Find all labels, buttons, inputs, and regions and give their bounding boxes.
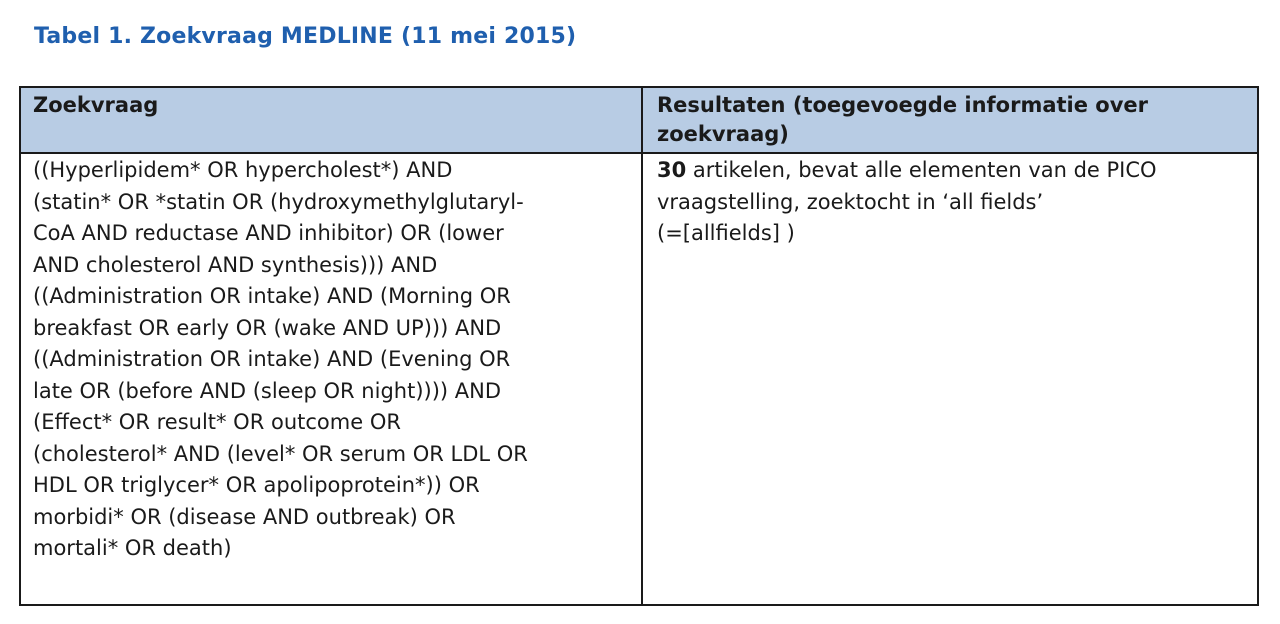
query-line: CoA AND reductase AND inhibitor) OR (lower — [33, 221, 504, 245]
column-divider — [641, 88, 643, 604]
header-results-line: Resultaten (toegevoegde informatie over — [657, 93, 1148, 117]
header-query — [33, 91, 633, 120]
header-results-line: zoekvraag) — [657, 122, 789, 146]
query-line: breakfast OR early OR (wake AND UP))) AND — [33, 315, 502, 340]
query-line: ((Hyperlipidem* OR hypercholest*) AND — [33, 158, 453, 182]
search-query-table — [19, 86, 1259, 606]
results-line: (=[allfields] ) — [657, 221, 795, 245]
query-cell — [33, 155, 633, 565]
query-line: ((Administration OR intake) AND (Morning OR — [33, 284, 511, 308]
result-count: 30 — [657, 158, 687, 182]
header-results — [657, 91, 1247, 149]
query-line: mortali* OR death) — [33, 536, 232, 560]
query-line: (Effect* OR result* OR outcome OR — [33, 410, 401, 434]
results-line — [657, 155, 1253, 187]
query-line: ((Administration OR intake) AND (Evening OR — [33, 347, 511, 371]
query-line: (cholesterol* AND (level* OR serum OR LDL OR — [33, 441, 528, 466]
query-line: morbidi* OR (disease AND outbreak) OR — [33, 504, 456, 529]
query-line: late OR (before AND (sleep OR night)))) AND — [33, 378, 502, 403]
result-description: artikelen, bevat alle elementen van de PICO — [686, 158, 1157, 182]
table-caption: Tabel 1. Zoekvraag MEDLINE (11 mei 2015) — [34, 24, 577, 49]
header-query-label: Zoekvraag — [33, 93, 159, 117]
results-line: vraagstelling, zoektocht in ‘all fields’ — [657, 189, 1044, 214]
query-line: (statin* OR *statin OR (hydroxymethylglutaryl- — [33, 189, 524, 214]
results-cell — [657, 155, 1253, 250]
query-line: HDL OR triglycer* OR apolipoprotein*)) OR — [33, 473, 480, 497]
query-line: AND cholesterol AND synthesis))) AND — [33, 252, 438, 277]
